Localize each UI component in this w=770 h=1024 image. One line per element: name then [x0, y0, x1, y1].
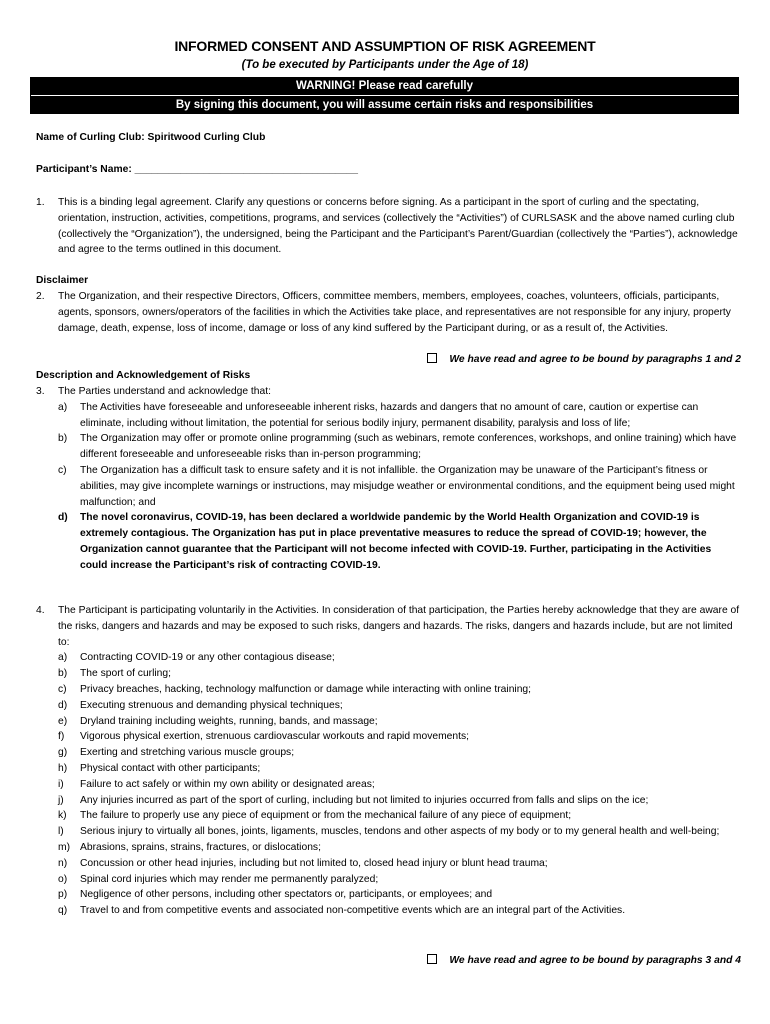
list-item: e) Dryland training including weights, running, bands, and massage; [58, 715, 378, 727]
paragraph-number: 2. [36, 291, 45, 302]
list-item: j) Any injuries incurred as part of the sport of curling, including but not limited to injuries occurred from falls and slips on the ice; [58, 794, 649, 806]
list-item: f) Vigorous physical exertion, strenuous cardiovascular workouts and rapid movements; [58, 731, 469, 743]
list-item: a) Contracting COVID-19 or any other contagious disease; [58, 652, 335, 664]
list-item: a) The Activities have foreseeable and unforeseeable inherent risks, hazards and dangers that no amount of care, caution or expertise can eliminate, including without limitation, the potential for serious bodily injury, permanent disability, paralysis and loss of life; [58, 401, 699, 429]
paragraph-1 [36, 195, 741, 258]
list-item: q) Travel to and from competitive events and associated non-competitive events which are an integral part of the Activities. [58, 905, 626, 917]
paragraph-text: The Organization, and their respective Directors, Officers, committee members, members, employees, coaches, volunteers, officials, participants, agents, sponsors, owners/operators of the facilities in which the Activities take place, and representatives are not responsible for any injury, property damage, death, expense, loss of income, damage or loss of any kind suffered by the Participant during, or as a result of, the Activities. [58, 291, 731, 334]
list-item: p) Negligence of other persons, including other spectators or, participants, or employees; and [58, 889, 493, 901]
list-item-covid: d) The novel coronavirus, COVID-19, has been declared a worldwide pandemic by the World Health Organization and COVID-19 is extremely contagious. The Organization has put in place preventative measures to reduce the spread of COVID-19; however, the Organization cannot guarantee that the Participant will not become infected with COVID-19. Further, participating in the Activities could increase the Participant’s risk of contracting COVID-19. [58, 512, 712, 571]
participant-name-field[interactable]: Participant’s Name: _______________________________________ [36, 164, 358, 175]
document-subtitle: (To be executed by Participants under the Age of 18) [241, 59, 529, 71]
list-item: m) Abrasions, sprains, strains, fractures, or dislocations; [58, 841, 321, 853]
list-item: b) The sport of curling; [58, 668, 171, 680]
paragraph-intro: The Participant is participating voluntarily in the Activities. In consideration of that participation, the Parties hereby acknowledge that they are aware of the risks, dangers and hazards and may be exposed to such risks, dangers and hazards. The risks, dangers and hazards include, but are not limited to: [58, 605, 740, 648]
document-title: INFORMED CONSENT AND ASSUMPTION OF RISK AGREEMENT [174, 38, 596, 54]
paragraph-number: 1. [36, 197, 45, 208]
list-item: k) The failure to properly use any piece of equipment or from the mechanical failure of any piece of equipment; [58, 810, 572, 822]
disclaimer-heading: Disclaimer [36, 275, 89, 286]
paragraph-intro: The Parties understand and acknowledge that: [58, 386, 271, 397]
risks-heading: Description and Acknowledgement of Risks [36, 370, 251, 381]
list-item: o) Spinal cord injuries which may render me permanently paralyzed; [58, 873, 379, 885]
list-item: b) The Organization may offer or promote online programming (such as webinars, remote conferences, workshops, and online training) which have different foreseeable and unforeseeable risks than in-person programming; [58, 433, 737, 461]
checkbox[interactable] [427, 353, 437, 363]
paragraph-number: 3. [36, 386, 45, 397]
paragraph-3 [36, 384, 741, 574]
checkbox-label: We have read and agree to be bound by paragraphs 1 and 2 [449, 354, 741, 365]
list-item: g) Exerting and stretching various muscle groups; [58, 747, 295, 759]
list-item: c) Privacy breaches, hacking, technology malfunction or damage while interacting with online training; [58, 683, 532, 695]
paragraph-text: This is a binding legal agreement. Clarify any questions or concerns before signing. As a participant in the sport of curling and the spectating, orientation, instruction, activities, competitions, programs, and services (collectively the “Activities”) of CURLSASK and the above named curling club (collectively the “Organization”), the undersigned, being the Participant and the Participant’s Parent/Guardian (collectively the “Parties”), acknowledge and agree to the terms outlined in this document. [58, 197, 738, 256]
warning-banner [30, 77, 739, 114]
checkbox-label: We have read and agree to be bound by paragraphs 3 and 4 [449, 955, 741, 966]
list-item: h) Physical contact with other participants; [58, 762, 261, 774]
agree-checkbox-row-2[interactable] [36, 953, 746, 969]
paragraph-number: 4. [36, 605, 45, 616]
agree-checkbox-row-1[interactable] [36, 352, 746, 368]
list-item: l) Serious injury to virtually all bones, joints, ligaments, muscles, tendons and other aspects of my body or to my general health and well-being; [58, 826, 720, 838]
checkbox[interactable] [427, 954, 437, 964]
paragraph-2 [36, 289, 741, 336]
list-item: n) Concussion or other head injuries, including but not limited to, closed head injury or blunt head trauma; [58, 857, 548, 869]
list-item: d) Executing strenuous and demanding physical techniques; [58, 699, 343, 711]
list-item: i) Failure to act safely or within my own ability or designated areas; [58, 778, 375, 790]
warning-text: WARNING! Please read carefully [295, 80, 474, 92]
club-name-field: Name of Curling Club: Spiritwood Curling Club [36, 132, 266, 143]
list-item: c) The Organization has a difficult task to ensure safety and it is not infallible. the Organization may be unaware of the Participant’s fitness or abilities, may give incomplete warnings or instructions, may misjudge weather or environmental conditions, and the equipment being used might malfunction; and [58, 464, 735, 508]
warning-subtext: By signing this document, you will assume certain risks and responsibilities [175, 99, 594, 111]
paragraph-4 [36, 603, 741, 919]
